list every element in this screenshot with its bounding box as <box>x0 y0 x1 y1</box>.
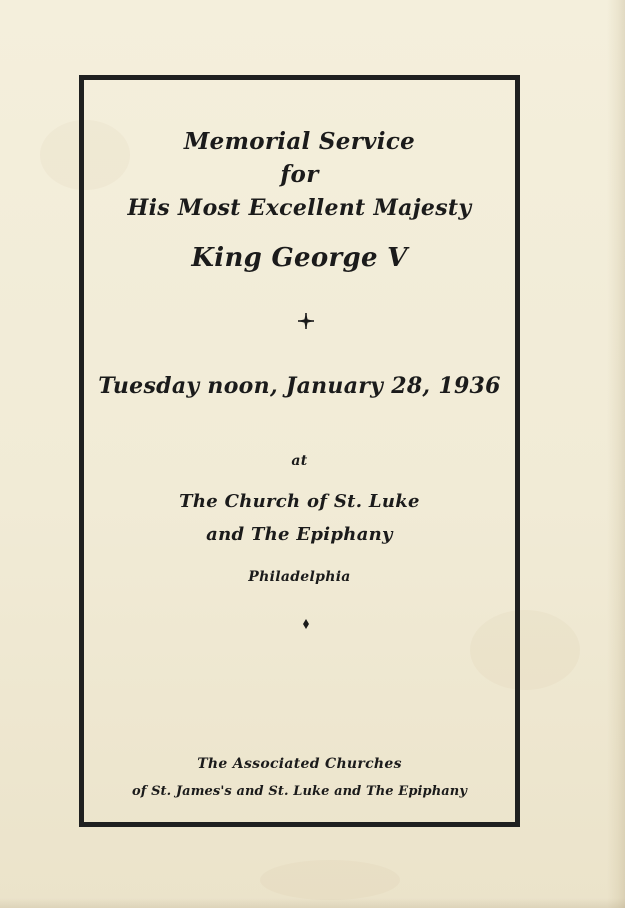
paper-mottle <box>260 860 400 900</box>
service-title-for: for <box>280 161 319 188</box>
organizer-line-2: of St. James's and St. Luke and The Epiphany <box>131 784 468 799</box>
service-date: Tuesday noon, January 28, 1936 <box>98 373 501 399</box>
black-border-frame <box>79 75 520 827</box>
church-name-line-1: The Church of St. Luke <box>179 491 420 512</box>
city-name: Philadelphia <box>248 569 351 585</box>
cross-pattee-icon <box>297 312 315 330</box>
at-word: at <box>291 453 308 469</box>
organizer-line-1: The Associated Churches <box>197 756 402 772</box>
majesty-line: His Most Excellent Majesty <box>127 195 472 221</box>
page-edge-shadow <box>607 0 625 908</box>
service-title: Memorial Service <box>183 128 416 155</box>
honoree-name: King George V <box>191 243 408 273</box>
page-edge-shadow <box>0 898 625 908</box>
frame-content <box>84 80 515 822</box>
church-name-line-2: and The Epiphany <box>206 524 393 545</box>
diamond-ornament-icon <box>301 619 311 629</box>
